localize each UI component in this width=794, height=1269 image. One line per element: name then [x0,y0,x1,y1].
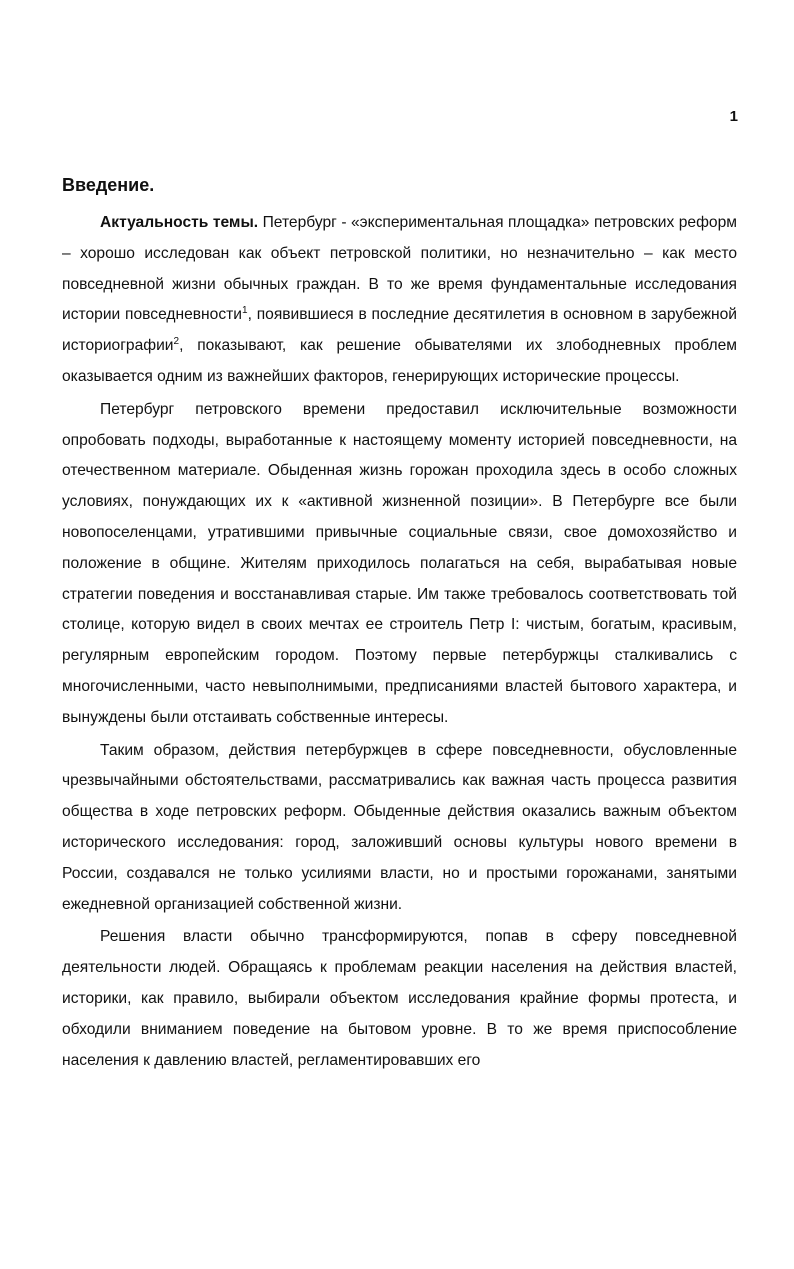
paragraph-relevance [62,208,737,393]
document-body [62,170,737,1078]
paragraph-text: Петербург - «экспериментальная площадка» петровских реформ – хорошо исследован как объект петровской политики, но незначительно – как место повседневной жизни обычных граждан. В то же время фундаментальные исследования истории повседневности [62,214,737,324]
paragraph-lead: Актуальность темы. [100,214,259,231]
paragraph-text: , появившиеся в последние десятилетия в основном в зарубежной историографии [62,306,737,355]
footnote-marker: 2 [173,336,180,347]
paragraph-text: , показывают, как решение обывателями их злободневных проблем оказывается одним из важнейших факторов, генерирующих исторические процессы. [62,337,737,385]
page-number: 1 [729,108,738,125]
paragraph-decisions: Решения власти обычно трансформируются, попав в сферу повседневной деятельности людей. Обращаясь к проблемам реакции населения на действия властей, историки, как правило, выбирали объектом исследования крайние формы протеста, и обходили вниманием поведение на бытовом уровне. В то же время приспособление населения к давлению властей, регламентировавших его [62,928,737,1069]
paragraph-actions: Таким образом, действия петербуржцев в сфере повседневности, обусловленные чрезвычайными обстоятельствами, рассматривались как важная часть процесса развития общества в ходе петровских реформ. Обыденные действия оказались важным объектом исторического исследования: город, заложивший основы культуры нового времени в России, создавался не только усилиями власти, но и простыми горожанами, занятыми ежедневной организацией собственной жизни. [62,741,737,913]
section-heading: Введение. [62,175,155,195]
paragraph-petersburg: Петербург петровского времени предоставил исключительные возможности опробовать подходы, выработанные к настоящему моменту историей повседневности, на отечественном материале. Обыденная жизнь горожан проходила здесь в особо сложных условиях, понуждающих их к «активной жизненной позиции». В Петербурге все были новопоселенцами, утратившими привычные социальные связи, свое домохозяйство и положение в общине. Жителям приходилось полагаться на себя, вырабатывая новые стратегии поведения и восстанавливая старые. Им также требовалось соответствовать той столице, которую видел в своих мечтах ее строитель Петр I: чистым, богатым, красивым, регулярным европейским городом. Поэтому первые петербуржцы сталкивались с многочисленными, часто невыполнимыми, предписаниями властей бытового характера, и вынуждены были отстаивать собственные интересы. [62,400,737,726]
footnote-marker: 1 [242,305,248,317]
